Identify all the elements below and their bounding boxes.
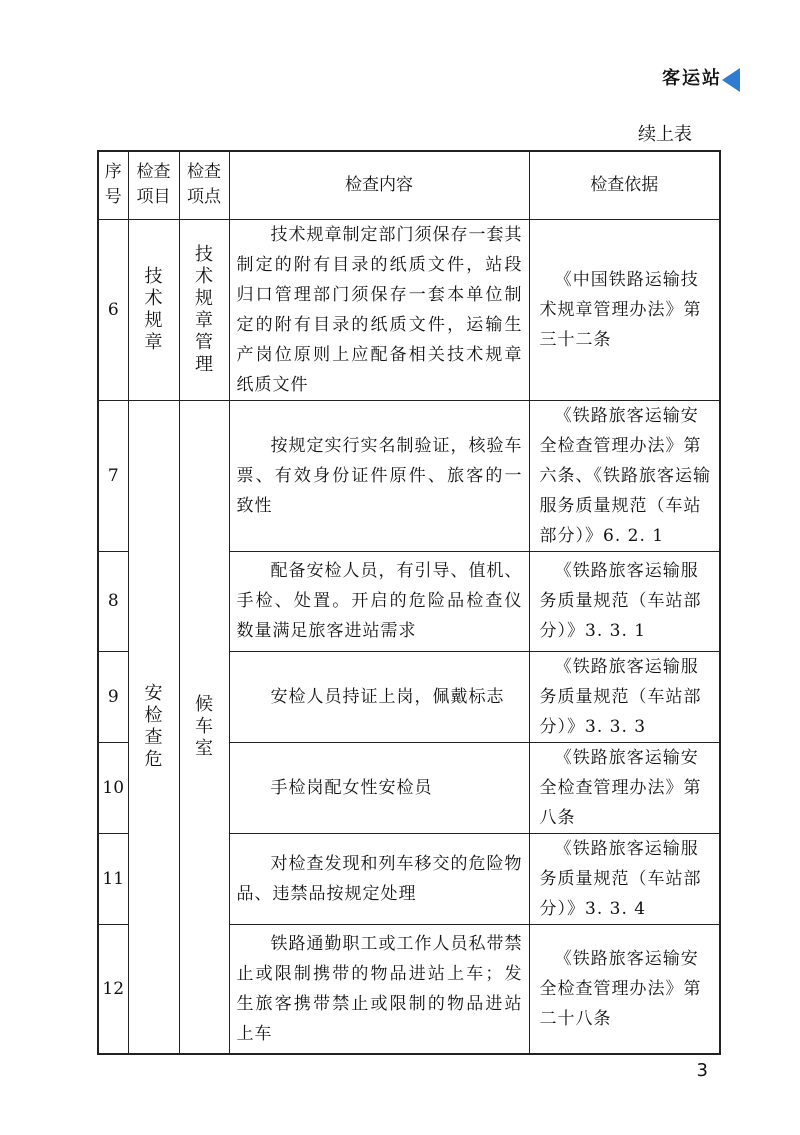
row-basis: 《铁路旅客运输安全检查管理办法》第六条、《铁路旅客运输服务质量规范（车站部分）》6. 2. 1 xyxy=(529,400,720,551)
row-seq: 12 xyxy=(98,924,128,1054)
header-point: 检查 项点 xyxy=(179,151,229,219)
header-content: 检查内容 xyxy=(229,151,529,219)
table-row xyxy=(98,219,720,400)
row-seq: 8 xyxy=(98,551,128,651)
row-content: 铁路通勤职工或工作人员私带禁止或限制携带的物品进站上车；发生旅客携带禁止或限制的物品进站上车 xyxy=(229,924,529,1054)
header-basis: 检查依据 xyxy=(529,151,720,219)
point-rules-management: 技 术 规 章 管 理 xyxy=(179,219,229,400)
row-content: 对检查发现和列车移交的危险物品、违禁品按规定处理 xyxy=(229,833,529,924)
row-seq: 6 xyxy=(98,219,128,400)
header-seq: 序 号 xyxy=(98,151,128,219)
row-basis: 《铁路旅客运输服务质量规范（车站部分）》3. 3. 1 xyxy=(529,551,720,651)
header-item: 检查 项目 xyxy=(128,151,179,219)
table-row xyxy=(98,400,720,551)
row-content: 安检人员持证上岗，佩戴标志 xyxy=(229,651,529,742)
table-header-row xyxy=(98,151,720,219)
row-seq: 10 xyxy=(98,742,128,833)
row-seq: 11 xyxy=(98,833,128,924)
row-content: 配备安检人员，有引导、值机、手检、处置。开启的危险品检查仪数量满足旅客进站需求 xyxy=(229,551,529,651)
row-basis: 《铁路旅客运输安全检查管理办法》第八条 xyxy=(529,742,720,833)
row-basis: 《铁路旅客运输服务质量规范（车站部分）》3. 3. 3 xyxy=(529,651,720,742)
row-content: 手检岗配女性安检员 xyxy=(229,742,529,833)
row-content: 技术规章制定部门须保存一套其制定的附有目录的纸质文件，站段归口管理部门须保存一套本单位制定的附有目录的纸质文件，运输生产岗位原则上应配备相关技术规章纸质文件 xyxy=(229,219,529,400)
row-basis: 《中国铁路运输技术规章管理办法》第三十二条 xyxy=(529,219,720,400)
row-seq: 9 xyxy=(98,651,128,742)
item-security-check: 安 检 查 危 xyxy=(128,400,179,1054)
section-marker-icon xyxy=(722,68,740,92)
row-content: 按规定实行实名制验证，核验车票、有效身份证件原件、旅客的一致性 xyxy=(229,400,529,551)
point-waiting-room: 候 车 室 xyxy=(179,400,229,1054)
section-title: 客运站 xyxy=(662,68,722,89)
row-seq: 7 xyxy=(98,400,128,551)
item-technical-rules: 技 术 规 章 xyxy=(128,219,179,400)
row-basis: 《铁路旅客运输服务质量规范（车站部分）》3. 3. 4 xyxy=(529,833,720,924)
page-number: 3 xyxy=(696,1060,708,1081)
inspection-table xyxy=(97,150,721,1055)
continued-label: 续上表 xyxy=(638,124,692,145)
row-basis: 《铁路旅客运输安全检查管理办法》第二十八条 xyxy=(529,924,720,1054)
